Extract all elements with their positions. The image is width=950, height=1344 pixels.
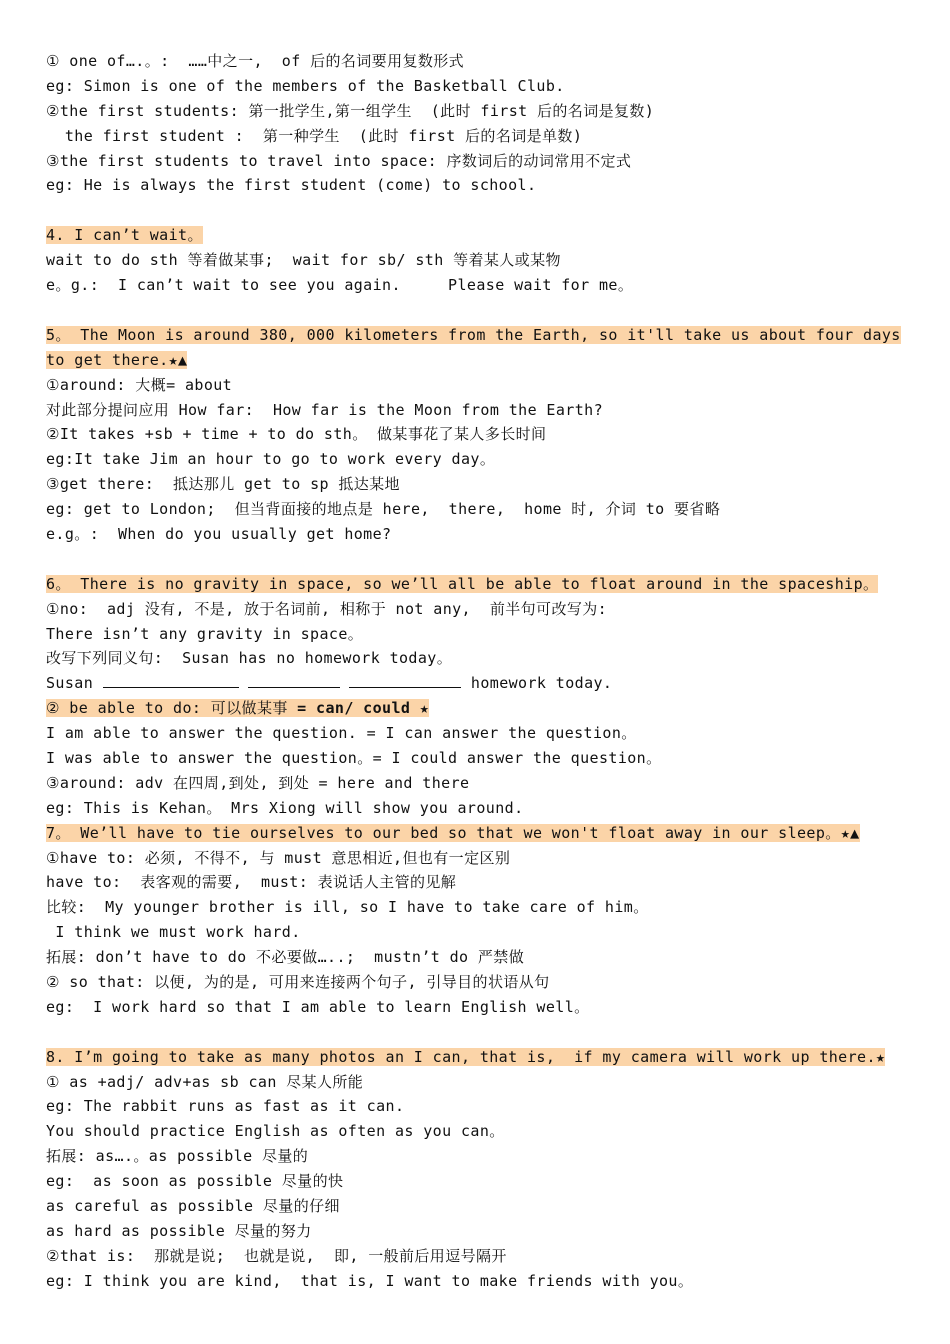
- highlight: 5。 The Moon is around 380, 000 kilometers from the Earth, so it'll take us about four days to get there.★▲: [46, 325, 901, 369]
- answer-blank[interactable]: [349, 671, 461, 688]
- text-line: eg: Simon is one of the members of the Basketball Club.: [46, 76, 565, 95]
- highlight: 6。 There is no gravity in space, so we’ll all be able to float around in the spaceship。: [46, 574, 879, 593]
- text-line: eg: get to London; 但当背面接的地点是 here, there, home 时, 介词 to 要省略: [46, 500, 721, 519]
- text-line: ②that is: 那就是说; 也就是说, 即, 一般前后用逗号隔开: [46, 1246, 507, 1265]
- text-line: I think we must work hard.: [46, 923, 301, 942]
- highlight: ② be able to do: 可以做某事 = can/ could ★: [46, 699, 430, 718]
- answer-blank[interactable]: [103, 671, 239, 688]
- blank-line: [46, 298, 916, 323]
- answer-blank[interactable]: [248, 671, 340, 688]
- text-line: 拓展: don’t have to do 不必要做…..; mustn’t do 严禁做: [46, 948, 525, 967]
- text-line: ③around: adv 在四周,到处, 到处 = here and there: [46, 773, 470, 792]
- highlight: 8. I’m going to take as many photos an I can, that is, if my camera will work up there.★: [46, 1047, 886, 1066]
- text-line: eg: He is always the first student (come) to school.: [46, 176, 537, 195]
- section-heading-7: [46, 821, 916, 846]
- section-heading-4: [46, 223, 916, 248]
- section-heading-5: [46, 323, 916, 373]
- text-line: 改写下列同义句: Susan has no homework today。: [46, 649, 453, 668]
- text-line: e.g。: When do you usually get home?: [46, 524, 392, 543]
- text-line: have to: 表客观的需要, must: 表说话人主管的见解: [46, 873, 457, 892]
- text-line: ② so that: 以便, 为的是, 可用来连接两个句子, 引导目的状语从句: [46, 972, 550, 991]
- text-line: ① one of….。: ……中之一, of 后的名词要用复数形式: [46, 52, 465, 70]
- text-line: the first student : 第一种学生 (此时 first 后的名词是单数): [46, 126, 583, 145]
- blank-line: [46, 198, 916, 223]
- text-line: I was able to answer the question。= I could answer the question。: [46, 748, 662, 767]
- text-line: ③the first students to travel into space: 序数词后的动词常用不定式: [46, 151, 632, 170]
- text-line: I am able to answer the question. = I can answer the question。: [46, 724, 637, 743]
- text-line: eg: This is Kehan。 Mrs Xiong will show you around.: [46, 798, 524, 817]
- text-line: There isn’t any gravity in space。: [46, 624, 364, 643]
- text-line: eg:It take Jim an hour to go to work every day。: [46, 450, 496, 469]
- able-to-heading: [46, 696, 916, 721]
- highlight: 4. I can’t wait。: [46, 226, 203, 245]
- text-line: eg: I work hard so that I am able to learn English well。: [46, 997, 590, 1016]
- text-line: eg: The rabbit runs as fast as it can.: [46, 1097, 405, 1116]
- text-line: 拓展: as….。as possible 尽量的: [46, 1147, 309, 1166]
- text-line: wait to do sth 等着做某事; wait for sb/ sth 等着某人或某物: [46, 251, 561, 270]
- text-line: ①have to: 必须, 不得不, 与 must 意思相近,但也有一定区别: [46, 848, 511, 867]
- text-line: 对此部分提问应用 How far: How far is the Moon from the Earth?: [46, 400, 604, 419]
- fill-blank-line: Susan homework today.: [46, 671, 916, 696]
- text-line: ②It takes +sb + time + to do sth。 做某事花了某人多长时间: [46, 425, 547, 444]
- text-line: ③get there: 抵达那儿 get to sp 抵达某地: [46, 475, 400, 494]
- section-heading-6: [46, 572, 916, 597]
- highlight: 7。 We’ll have to tie ourselves to our bed so that we won't float away in our sleep。★▲: [46, 823, 860, 842]
- text-line: eg: I think you are kind, that is, I want to make friends with you。: [46, 1271, 694, 1290]
- blank-line: [46, 1020, 916, 1045]
- text-line: ②the first students: 第一批学生,第一组学生 (此时 first 后的名词是复数): [46, 101, 655, 120]
- text-line: eg: as soon as possible 尽量的快: [46, 1172, 344, 1191]
- text-line: as hard as possible 尽量的努力: [46, 1221, 312, 1240]
- text-line: 比较: My younger brother is ill, so I have to take care of him。: [46, 898, 649, 917]
- text-line: e。g.: I can’t wait to see you again. Please wait for me。: [46, 276, 634, 295]
- text-line: ① as +adj/ adv+as sb can 尽某人所能: [46, 1072, 364, 1091]
- text-line: ①around: 大概= about: [46, 375, 233, 394]
- blank-line: [46, 547, 916, 572]
- section-heading-8: [46, 1045, 916, 1070]
- text-line: You should practice English as often as you can。: [46, 1122, 505, 1141]
- document-page: [46, 49, 916, 1294]
- text-line: ①no: adj 没有, 不是, 放于名词前, 相称于 not any, 前半句可改写为:: [46, 599, 608, 618]
- text-line: as careful as possible 尽量的仔细: [46, 1197, 340, 1215]
